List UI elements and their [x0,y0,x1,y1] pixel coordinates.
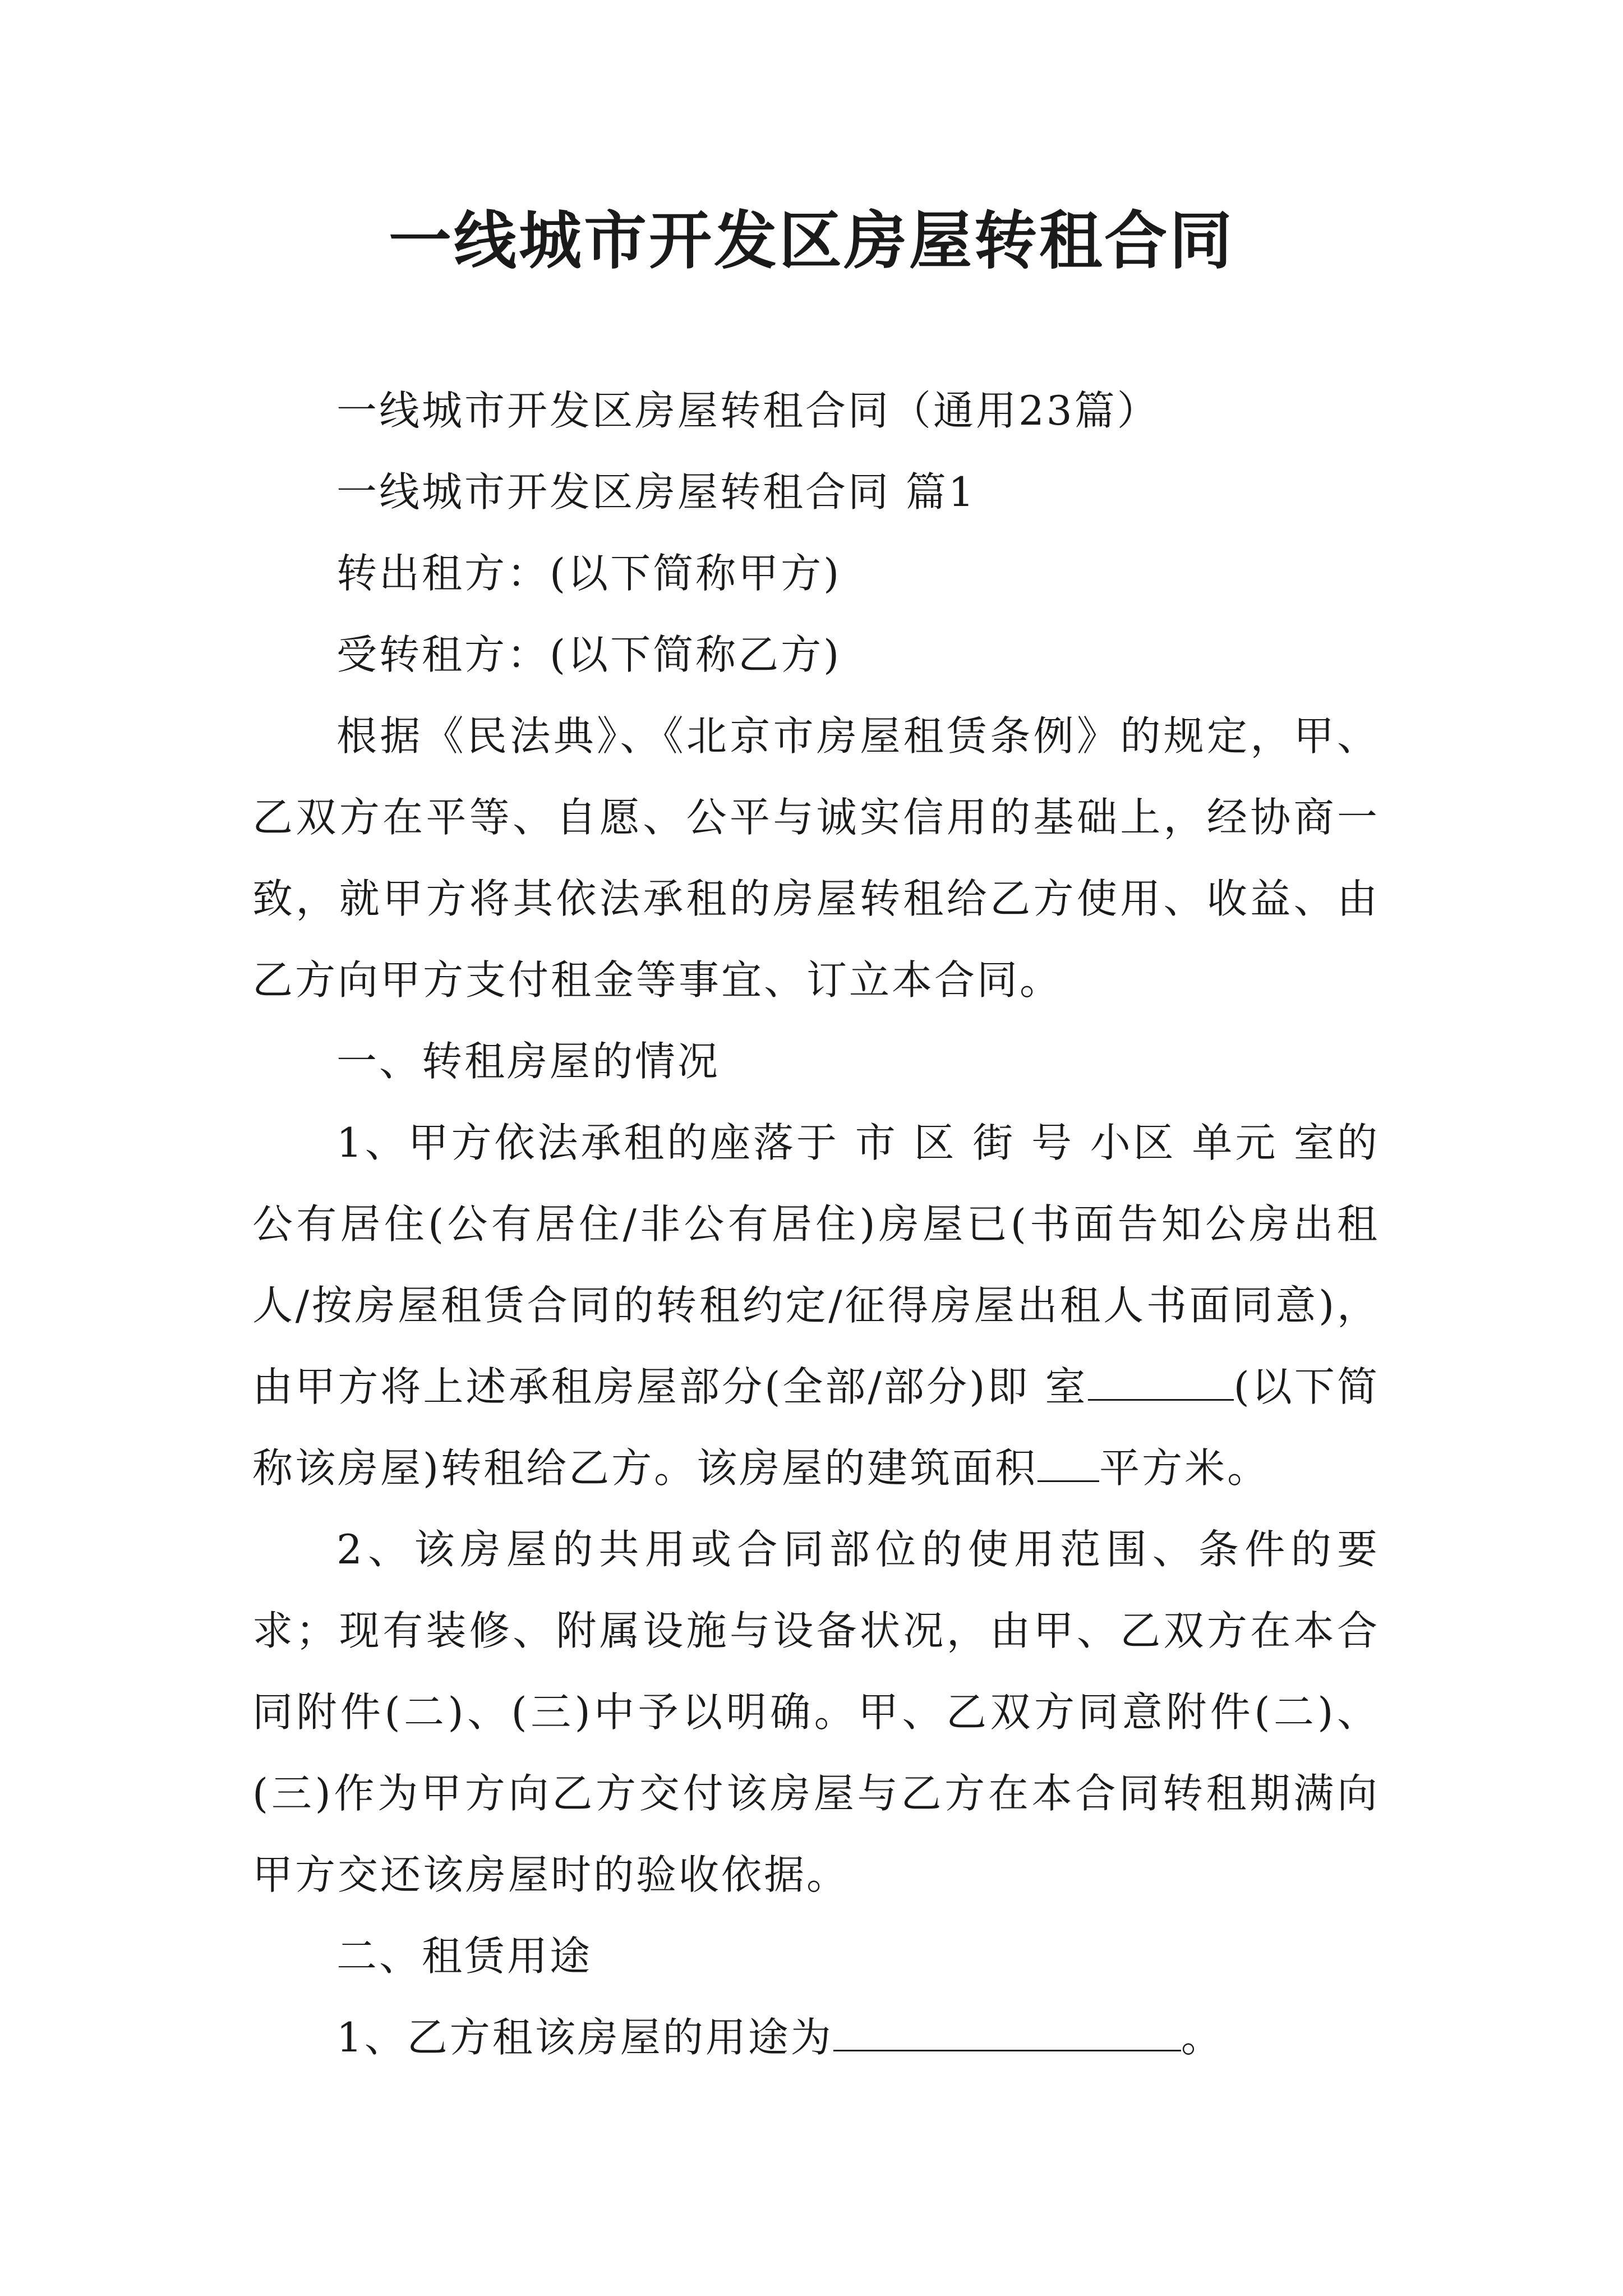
preamble-paragraph: 根据《民法典》、《北京市房屋租赁条例》的规定，甲、乙双方在平等、自愿、公平与诚实信用的基础上，经协商一致，就甲方将其依法承租的房屋转租给乙方使用、收益、由乙方向甲方支付租金等事宜、订立本合同。 [252,712,1380,1004]
clause-1-1-text-c: 平方米。 [1099,1444,1270,1492]
use-blank [833,2016,1181,2051]
clause-1-2: 2、该房屋的共用或合同部位的使用范围、条件的要求；现有装修、附属设施与设备状况，由甲、乙双方在本合同附件(二)、(三)中予以明确。甲、乙双方同意附件(二)、(三)作为甲方向乙方交付该房屋与乙方在本合同转租期满向甲方交还该房屋时的验收依据。 [252,1526,1380,1898]
party-b-line: 受转租方：(以下简称乙方) [336,631,842,678]
clause-2-1-text-a: 1、乙方租该房屋的用途为 [336,2014,833,2061]
heading-rental-property: 一、转租房屋的情况 [336,1038,721,1085]
clause-1-1-text-a: 1、甲方依法承租的座落于 市 区 街 号 小区 单元 室的公有居住(公有居住/非公有居住)房屋已(书面告知公房出租人/按房屋租赁合同的转租约定/征得房屋出租人书面同意)，由甲方将上述承租房屋部分(全部/部分)即 室 [252,1119,1380,1410]
clause-2-1 [252,1997,1380,2078]
section-heading: 一线城市开发区房屋转租合同 篇1 [336,468,976,516]
clause-1-1 [252,1102,1380,1509]
party-a-line: 转出租方：(以下简称甲方) [336,550,842,597]
heading-rental-use: 二、租赁用途 [336,1932,593,1980]
clause-2-1-text-b: 。 [1181,2014,1224,2061]
document-body [252,370,1380,2078]
document-title: 一线城市开发区房屋转租合同 [389,205,1234,278]
clause-1-1-text-b: (以下简称该房屋)转租给乙方。该房屋的建筑面积 [252,1363,1380,1492]
document-subtitle: 一线城市开发区房屋转租合同（通用23篇） [336,387,1160,434]
room-blank [1088,1365,1234,1401]
area-blank [1038,1447,1099,1482]
